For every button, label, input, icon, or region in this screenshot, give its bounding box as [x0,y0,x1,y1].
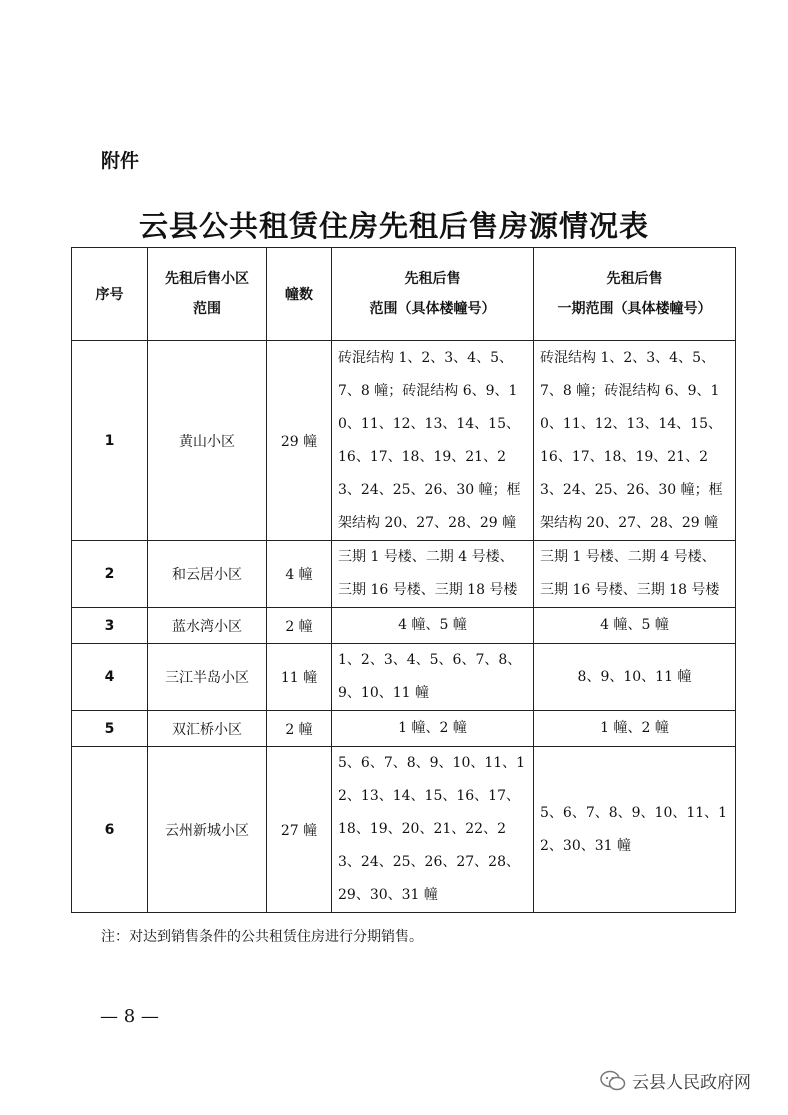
table-row [72,711,736,747]
header-count: 幢数 [267,248,332,341]
row-count: 2 幢 [267,608,332,644]
housing-table [71,247,736,913]
row-area: 黄山小区 [148,341,267,541]
table-row [72,747,736,913]
row-no: 1 [72,341,148,541]
header-no: 序号 [72,248,148,341]
header-phase1-line1: 先租后售 [606,271,663,287]
row-count: 11 幢 [267,644,332,711]
watermark [600,1068,751,1093]
row-scope: 1 幢、2 幢 [332,711,534,747]
page-number: — 8 — [100,1006,159,1027]
header-area [148,248,267,341]
row-scope: 5、6、7、8、9、10、11、12、13、14、15、16、17、18、19、20、21、22、23、24、25、26、27、28、29、30、31 幢 [332,747,534,913]
row-count: 29 幢 [267,341,332,541]
row-no: 5 [72,711,148,747]
row-area: 和云居小区 [148,541,267,608]
row-phase1: 1 幢、2 幢 [534,711,736,747]
row-no: 3 [72,608,148,644]
row-no: 6 [72,747,148,913]
header-scope-line2: 范围（具体楼幢号） [369,301,496,317]
table-row [72,644,736,711]
row-count: 27 幢 [267,747,332,913]
table-header-row [72,248,736,341]
table-row [72,541,736,608]
row-area: 双汇桥小区 [148,711,267,747]
row-phase1: 8、9、10、11 幢 [534,644,736,711]
row-scope: 1、2、3、4、5、6、7、8、9、10、11 幢 [332,644,534,711]
row-no: 4 [72,644,148,711]
header-phase1 [534,248,736,341]
row-phase1: 5、6、7、8、9、10、11、12、30、31 幢 [534,747,736,913]
header-area-line2: 范围 [193,301,221,317]
table-row [72,341,736,541]
attachment-label: 附件 [101,150,140,172]
row-no: 2 [72,541,148,608]
row-count: 2 幢 [267,711,332,747]
header-phase1-line2: 一期范围（具体楼幢号） [557,301,712,317]
row-phase1: 三期 1 号楼、二期 4 号楼、三期 16 号楼、三期 18 号楼 [534,541,736,608]
row-count: 4 幢 [267,541,332,608]
row-area: 云州新城小区 [148,747,267,913]
document-title: 云县公共租赁住房先租后售房源情况表 [138,209,649,243]
wechat-icon [600,1070,626,1092]
row-area: 蓝水湾小区 [148,608,267,644]
table-row [72,608,736,644]
header-area-line1: 先租后售小区 [165,271,249,287]
row-phase1: 砖混结构 1、2、3、4、5、7、8 幢；砖混结构 6、9、10、11、12、13、14、15、16、17、18、19、21、23、24、25、26、30 幢；框架结构 20、27、28、29 幢 [534,341,736,541]
row-phase1: 4 幢、5 幢 [534,608,736,644]
row-scope: 4 幢、5 幢 [332,608,534,644]
header-scope [332,248,534,341]
row-area: 三江半岛小区 [148,644,267,711]
row-scope: 三期 1 号楼、二期 4 号楼、三期 16 号楼、三期 18 号楼 [332,541,534,608]
row-scope: 砖混结构 1、2、3、4、5、7、8 幢；砖混结构 6、9、10、11、12、13、14、15、16、17、18、19、21、23、24、25、26、30 幢；框架结构 20、27、28、29 幢 [332,341,534,541]
footnote: 注：对达到销售条件的公共租赁住房进行分期销售。 [101,929,423,945]
watermark-text: 云县人民政府网 [632,1073,751,1093]
header-scope-line1: 先租后售 [404,271,461,287]
